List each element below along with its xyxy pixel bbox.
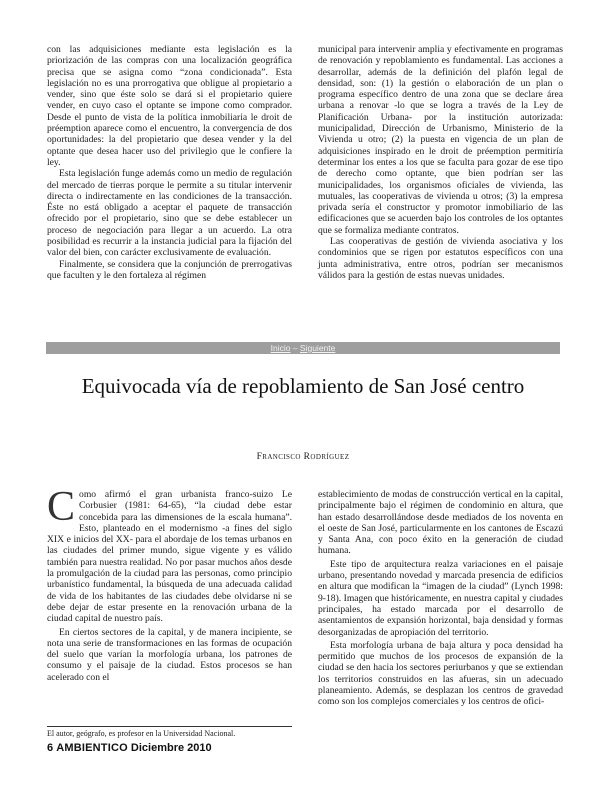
author-byline [46,452,560,462]
author-initial: R [303,452,311,462]
paragraph-text: omo afirmó el gran urbanista franco-suizo Le Corbusier (1981: 64-65), “la ciudad debe estar concebida para las dimensiones de la escala humana”. Esto, planteado en el modernismo -a fines del siglo XIX e inicios del XX- para el abordaje de los temas urbanos en las ciudades del primer mundo, sigue vigente y es válido también para nuestra realidad. No por pasar muchos años desde la promulgación de la ciudad para las personas, como principio urbanístico fundamental, la búsqueda de una adecuada calidad de vida de los habitantes de las ciudades debe olvidarse ni se debe dejar de estar presente en la renovación urbana de la ciudad capital de nuestro país. [47,489,292,625]
paragraph: con las adquisiciones mediante esta legislación es la priorización de las compras con una localización geográfica precisa que se asigna como “zona condicionada”. Esta legislación no es una prorrogativa que obligue al propietario a vender, sino que éste solo se dará si el propietario quiere vender, en cuyo caso el optante se impone como comprador. Desde el punto de vista de la política inmobiliaria le droit de préemption aparece como el encuentro, la convergencia de dos oportunidades: la del propietario que desea vender y la del optante que desea hacer uso del privilegio que le confiere la ley. [47,44,292,168]
paragraph: En ciertos sectores de la capital, y de manera incipiente, se nota una serie de transformaciones en las formas de ocupación del suelo que varían la morfología urbana, los patrones de consumo y el paisaje de la ciudad. Estos procesos se han acelerado con el [47,626,292,683]
paragraph: establecimiento de modas de construcción vertical en la capital, principalmente bajo el régimen de condominio en altura, que han estado desarrollándose desde mediados de los noventa en el oeste de San José, particularmente en los cantones de Escazú y Santa Ana, con poco éxito en la generación de ciudad humana. [318,489,563,557]
article-title: Equivocada vía de repoblamiento de San José centro [81,374,525,398]
paragraph: Finalmente, se considera que la conjunción de prerrogativas que faculten y le den fortaleza al régimen [47,258,292,281]
top-left-column [47,44,292,281]
magazine-logo: AMBIENTICO [56,742,128,754]
paragraph: municipal para intervenir amplia y efectivamente en programas de renovación y repoblamiento es fundamental. Las acciones a desarrollar, además de la definición del plafón legal de densidad, son: (1) la gestión o elaboración de un plan o programa específico dentro de una zona que se declare área urbana a renovar -lo que se logra a través de la Ley de Planificación Urbana- por la institución autorizada: municipalidad, Dirección de Urbanismo, Ministerio de la Vivienda u otro; (2) la puesta en vigencia de un plan de adquisiciones inspirado en le droit de préemption permitiría determinar los entes a los que se faculta para gozar de ese tipo de derecho como optante, que bien podrían ser las municipalidades, los organismos oficiales de vivienda, las mutuales, las cooperativas de vivienda u otros; (3) la empresa privada sería el constructor y promotor inmobiliario de las edificaciones que se acuerden bajo los controles de los optantes que se formaliza mediante contratos. [318,44,563,236]
inicio-link[interactable]: Inicio [270,343,291,353]
page-footer [47,742,212,754]
paragraph [47,484,292,625]
article-left-column [47,484,292,683]
paragraph: Esta morfología urbana de baja altura y poca densidad ha permitido que muchos de los procesos de expansión de la ciudad se den hacia los sectores periurbanos y que se extiendan los territorios construidos en las afueras, sin un adecuado planeamiento. Además, se desplazan los centros de gravedad como son los complejos comerciales y los centros de ofici- [318,639,563,708]
nav-separator: – [290,343,300,353]
footnote-divider [47,726,292,727]
paragraph: Esta legislación funge además como un medio de regulación del mercado de tierras porque le permite a su titular intervenir directa o indirectamente en las condiciones de la transacción. Éste no está obligado a aceptar el paquete de transacción ofrecido por el propietario, sino que se debe establecer un proceso de negociación para llegar a un acuerdo. La otra posibilidad es recurrir a la instancia judicial para la fijación del valor del bien, con carácter exclusivamente de evaluación. [47,168,292,259]
author-last-name: odríguez [310,452,350,462]
drop-cap: C [47,484,76,530]
navigation-bar [46,342,560,354]
author-first-name: rancisco [262,452,301,462]
page-number: 6 [47,742,54,754]
footnote: El autor, geógrafo, es profesor en la Universidad Nacional. [47,729,236,738]
author-initial: F [256,452,263,462]
issue-date: Diciembre 2010 [130,742,212,754]
paragraph: Las cooperativas de gestión de vivienda asociativa y los condominios que se rigen por estatutos específicos con una junta administrativa, entre otros, podrían ser mecanismos válidos para la gestión de estas nuevas unidades. [318,236,563,281]
top-right-column [318,44,563,281]
article-right-column [318,489,563,708]
siguiente-link[interactable]: Siguiente [299,343,336,353]
paragraph: Este tipo de arquitectura realza variaciones en el paisaje urbano, presentando novedad y marcada presencia de edificios en altura que modifican la “imagen de la ciudad” (Lynch 1998: 9-18). Imagen que históricamente, en nuestra capital y ciudades principales, ha estado marcada por el desarrollo de asentamientos de expansión horizontal, baja densidad y formas desorganizadas de apropiación del territorio. [318,558,563,638]
